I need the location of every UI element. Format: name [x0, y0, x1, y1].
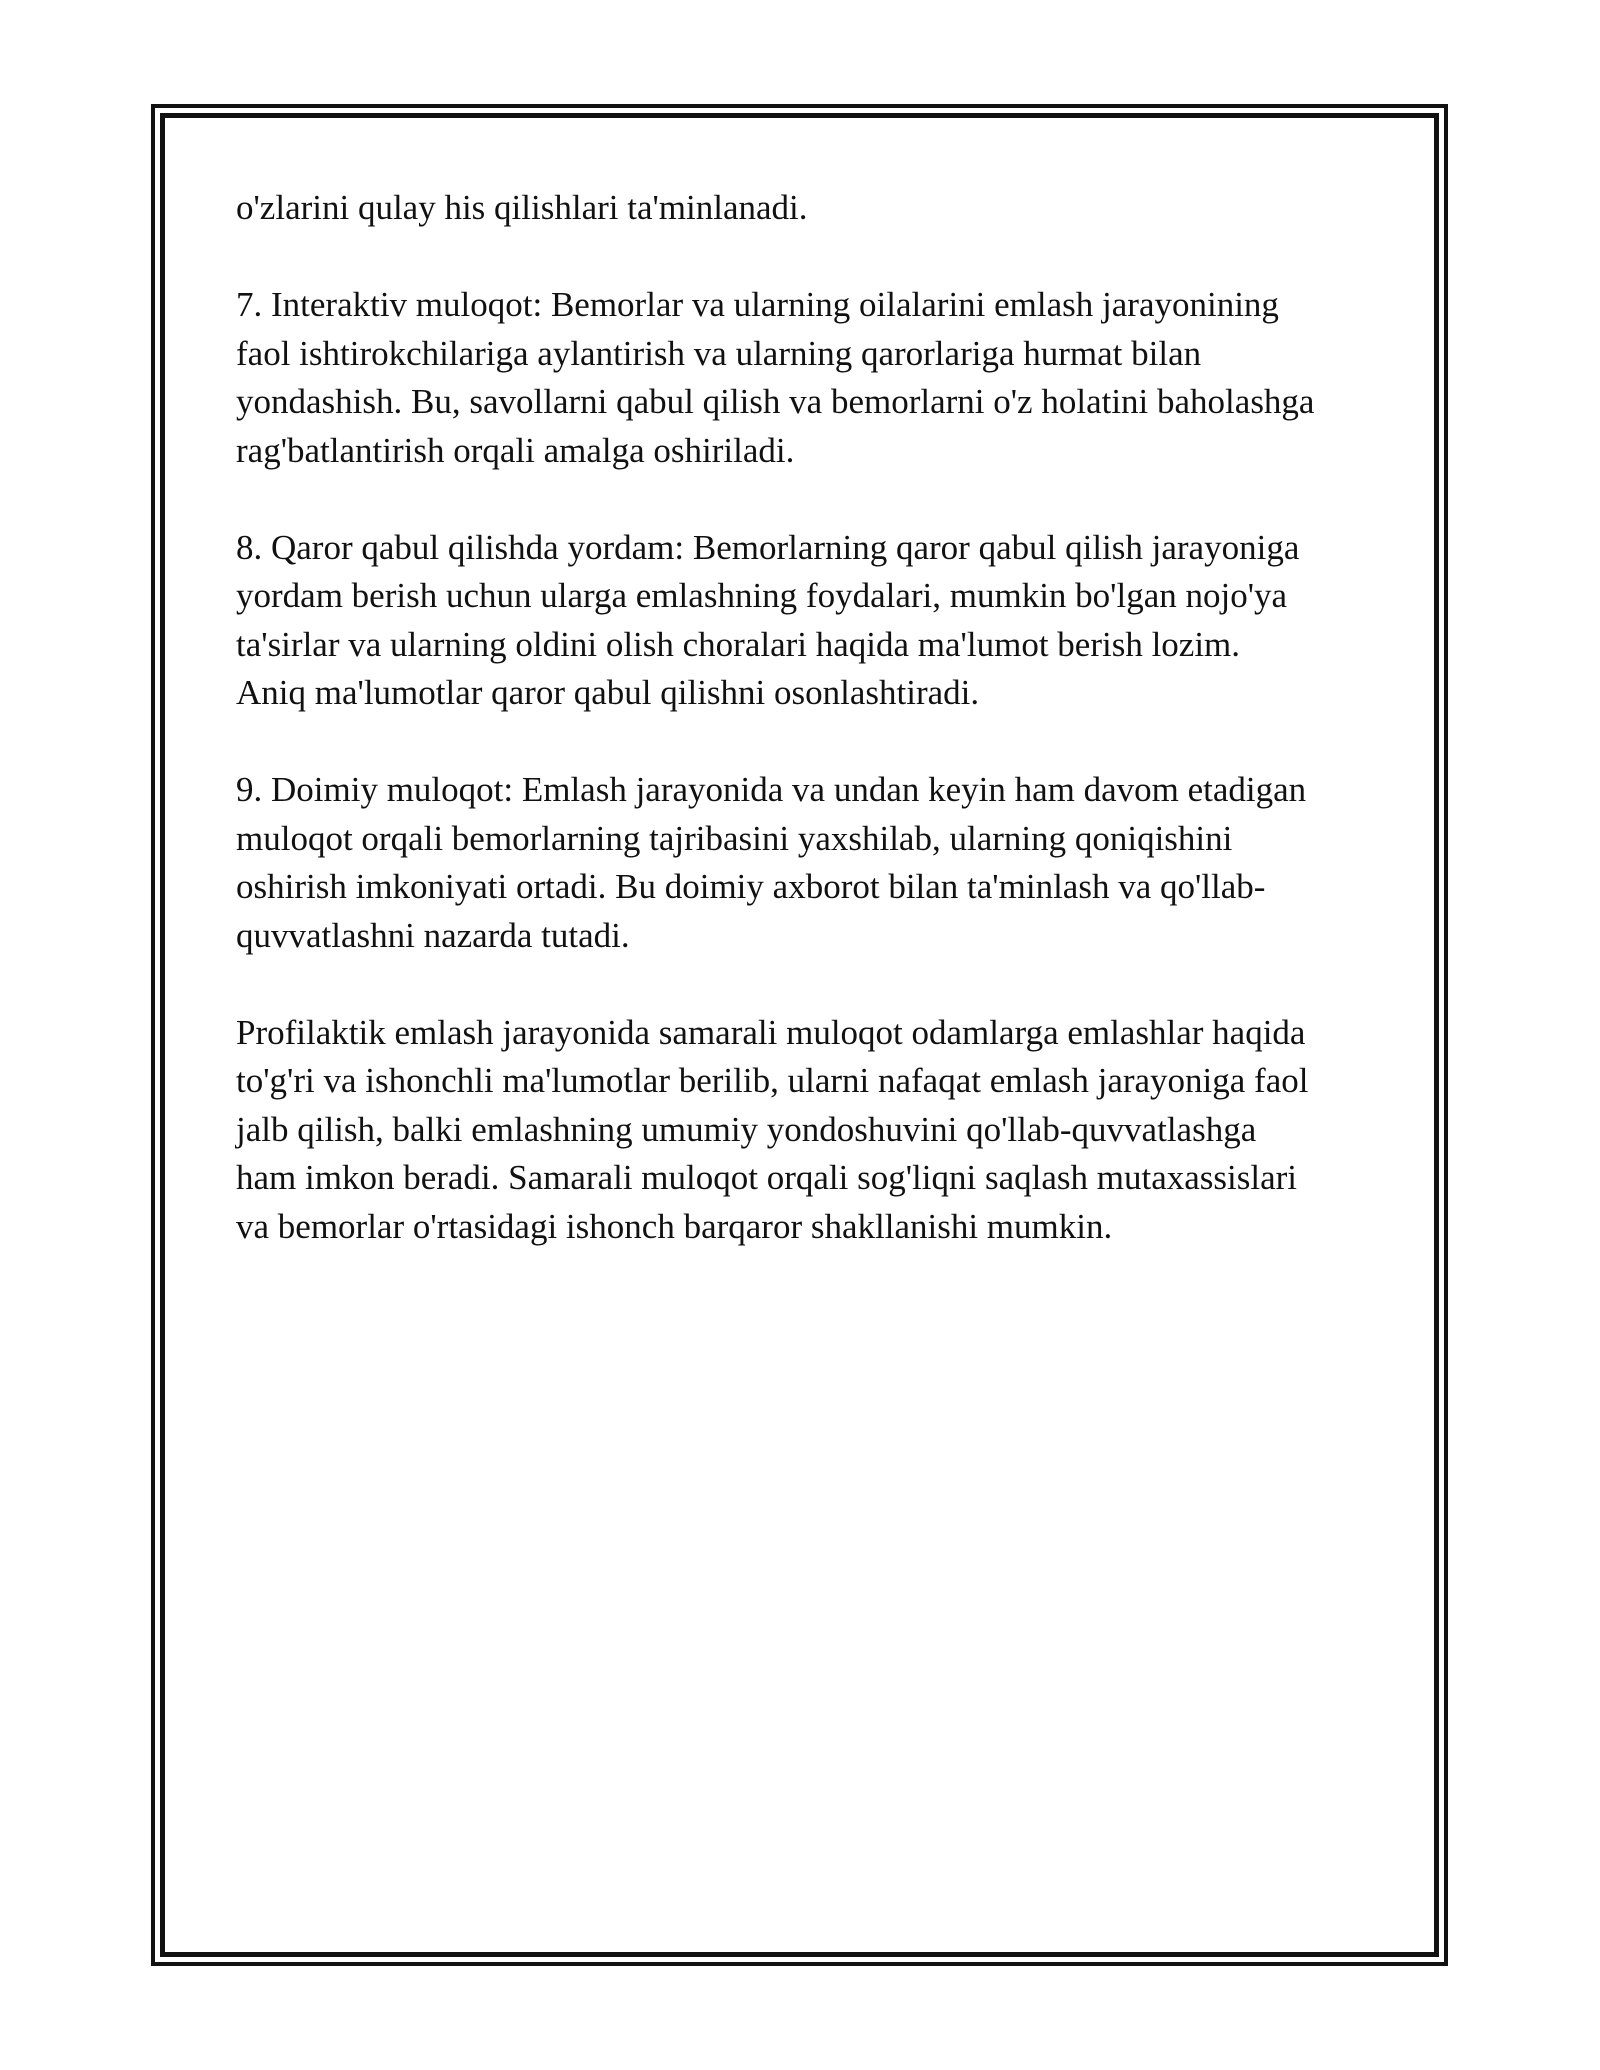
paragraph-interactive-communication: 7. Interaktiv muloqot: Bemorlar va ularning oilalarini emlash jarayonining faol ishtirokchilariga aylantirish va ularning qarorlariga hurmat bilan yondashish. Bu, savollarni qabul qilish va bemorlarni o'z holatini baholashga rag'batlantirish orqali amalga oshiriladi. — [236, 285, 1315, 470]
document-body — [236, 184, 1376, 1300]
paragraph-continuous-communication: 9. Doimiy muloqot: Emlash jarayonida va undan keyin ham davom etadigan muloqot orqali bemorlarning tajribasini yaxshilab, ularning qoniqishini oshirish imkoniyati ortadi. Bu doimiy axborot bilan ta'minlash va qo'llab- quvvatlashni nazarda tutadi. — [236, 770, 1307, 955]
paragraph-continuation: o'zlarini qulay his qilishlari ta'minlanadi. — [236, 188, 808, 227]
paragraph-conclusion: Profilaktik emlash jarayonida samarali muloqot odamlarga emlashlar haqida to'g'ri va ishonchli ma'lumotlar berilib, ularni nafaqat emlash jarayoniga faol jalb qilish, balki emlashning umumiy yondoshuvini qo'llab-quvvatlashga ham imkon beradi. Samarali muloqot orqali sog'liqni saqlash mutaxassislari va bemorlar o'rtasidagi ishonch barqaror shakllanishi mumkin. — [236, 1012, 1309, 1246]
paragraph-decision-support: 8. Qaror qabul qilishda yordam: Bemorlarning qaror qabul qilish jarayoniga yordam berish uchun ularga emlashning foydalari, mumkin bo'lgan nojo'ya ta'sirlar va ularning oldini olish choralari haqida ma'lumot berish lozim. Aniq ma'lumotlar qaror qabul qilishni osonlashtiradi. — [236, 527, 1300, 712]
